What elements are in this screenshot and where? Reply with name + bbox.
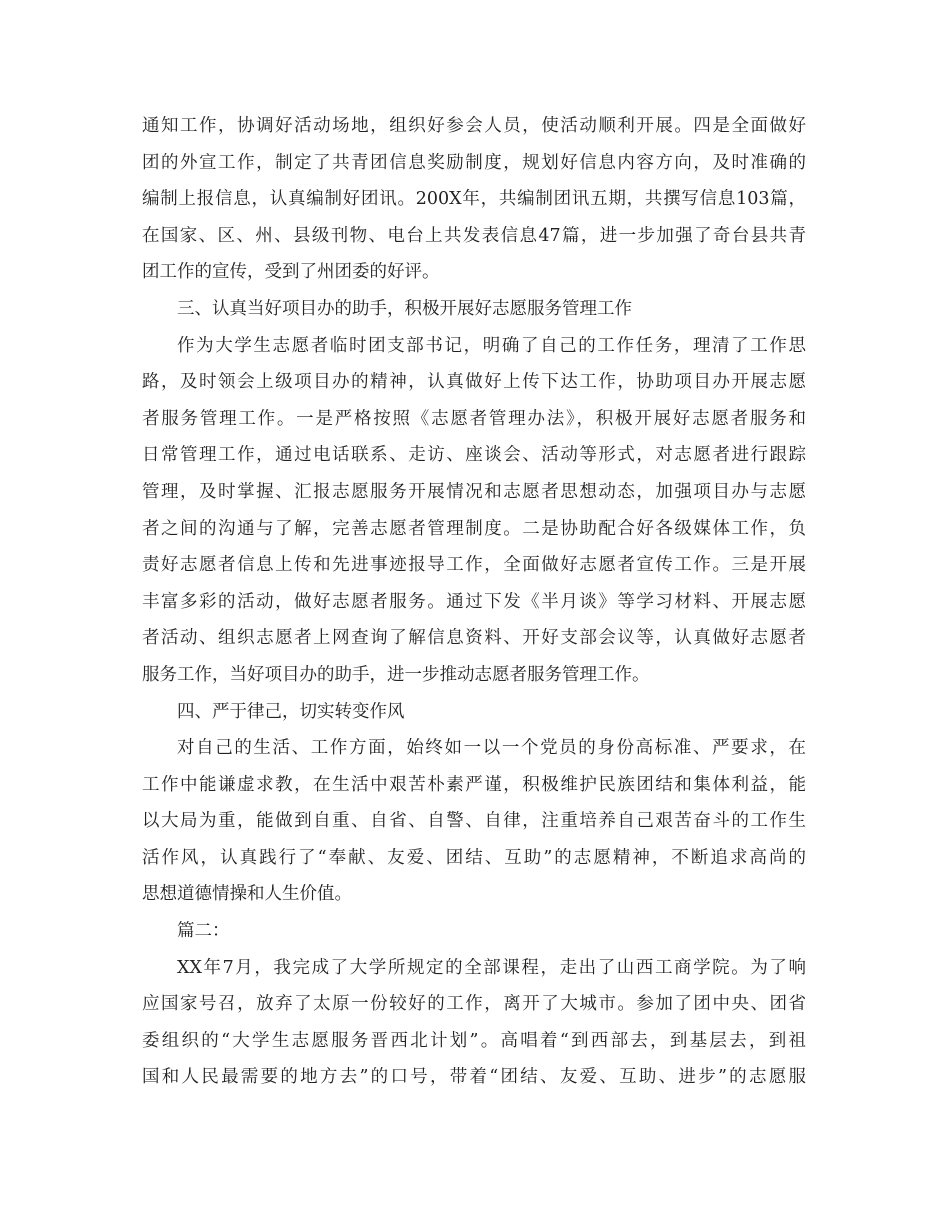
text-line: 日常管理工作，通过电话联系、走访、座谈会、活动等形式，对志愿者进行跟踪 bbox=[142, 445, 806, 466]
document-body bbox=[142, 108, 806, 1096]
text-line: 活作风，认真践行了“奉献、友爱、团结、互助”的志愿精神，不断追求高尚的 bbox=[142, 847, 806, 868]
text-line: 管理，及时掌握、汇报志愿服务开展情况和志愿者思想动态，加强项目办与志愿 bbox=[142, 481, 806, 502]
text-line: 在国家、区、州、县级刊物、电台上共发表信息47篇，进一步加强了奇台县共青 bbox=[142, 225, 806, 246]
text-line: 团工作的宣传，受到了州团委的好评。 bbox=[142, 262, 440, 283]
text-line: 工作中能谦虚求教，在生活中艰苦朴素严谨，积极维护民族团结和集体利益，能 bbox=[142, 774, 806, 795]
text-line: 篇二： bbox=[177, 921, 230, 942]
text-line: 应国家号召，放弃了太原一份较好的工作，离开了大城市。参加了团中央、团省 bbox=[142, 994, 806, 1015]
text-line: 编制上报信息，认真编制好团讯。200X年，共编制团讯五期，共撰写信息103篇， bbox=[142, 189, 806, 210]
text-line: 者服务管理工作。一是严格按照《志愿者管理办法》，积极开展好志愿者服务和 bbox=[142, 408, 806, 429]
text-line: 作为大学生志愿者临时团支部书记，明确了自己的工作任务，理清了工作思 bbox=[177, 335, 806, 356]
text-line: 服务工作，当好项目办的助手，进一步推动志愿者服务管理工作。 bbox=[142, 664, 650, 685]
text-line: 以大局为重，能做到自重、自省、自警、自律，注重培养自己艰苦奋斗的工作生 bbox=[142, 811, 806, 832]
text-line: XX年7月，我完成了大学所规定的全部课程，走出了山西工商学院。为了响 bbox=[177, 957, 806, 978]
text-line: 四、严于律己，切实转变作风 bbox=[177, 701, 405, 722]
text-line: 委组织的“大学生志愿服务晋西北计划”。高唱着“到西部去，到基层去，到祖 bbox=[142, 1030, 806, 1051]
text-line: 思想道德情操和人生价值。 bbox=[142, 884, 352, 905]
text-line: 者之间的沟通与了解，完善志愿者管理制度。二是协助配合好各级媒体工作，负 bbox=[142, 518, 806, 539]
text-line: 丰富多彩的活动，做好志愿者服务。通过下发《半月谈》等学习材料、开展志愿 bbox=[142, 591, 806, 612]
text-line: 者活动、组织志愿者上网查询了解信息资料、开好支部会议等，认真做好志愿者 bbox=[142, 628, 806, 649]
text-line: 路，及时领会上级项目办的精神，认真做好上传下达工作，协助项目办开展志愿 bbox=[142, 372, 806, 393]
text-line: 通知工作，协调好活动场地，组织好参会人员，使活动顺利开展。四是全面做好 bbox=[142, 116, 806, 136]
text-line: 对自己的生活、工作方面，始终如一以一个党员的身份高标准、严要求，在 bbox=[177, 738, 806, 759]
text-line: 国和人民最需要的地方去”的口号，带着“团结、友爱、互助、进步”的志愿服 bbox=[142, 1067, 806, 1088]
text-line: 三、认真当好项目办的助手，积极开展好志愿服务管理工作 bbox=[177, 298, 632, 319]
text-line: 责好志愿者信息上传和先进事迹报导工作，全面做好志愿者宣传工作。三是开展 bbox=[142, 555, 806, 576]
text-line: 团的外宣工作，制定了共青团信息奖励制度，规划好信息内容方向，及时准确的 bbox=[142, 152, 806, 173]
